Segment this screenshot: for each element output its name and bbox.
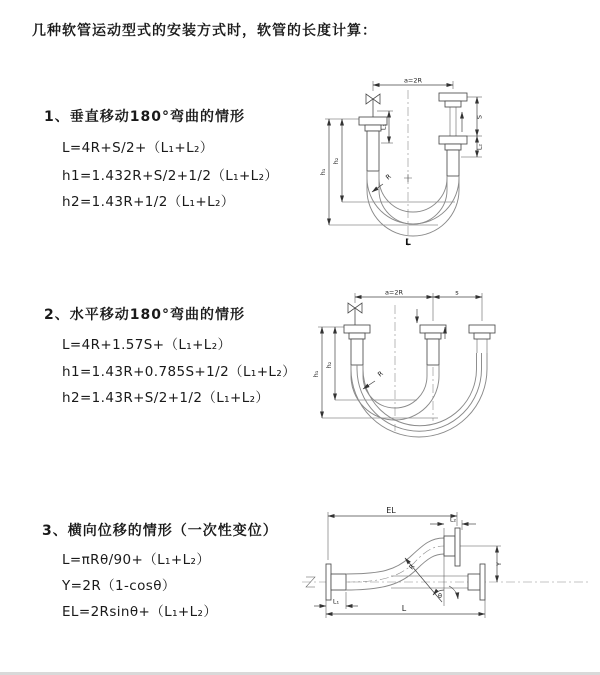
section2-heading: 2、水平移动180°弯曲的情形 (44, 307, 245, 323)
dim-label-y: Y (495, 562, 503, 566)
section1-heading: 1、垂直移动180°弯曲的情形 (44, 109, 245, 125)
braided-hose (367, 131, 379, 171)
right-fitting (469, 325, 495, 353)
braided-hose (427, 339, 439, 365)
dim-label-l1: L₁ (332, 597, 340, 606)
section3-formula-Y: Y=2R（1-cosθ） (62, 578, 176, 594)
radius-callout (363, 369, 385, 389)
dim-label-el: EL (386, 506, 396, 515)
dim-label-s: s (455, 288, 459, 297)
dim-label-theta: θ (438, 592, 442, 600)
dim-a2r (355, 289, 482, 322)
dim-label-l2: L₂ (475, 143, 484, 151)
dim-label-l1: L₁ (379, 123, 388, 131)
dim-label-r: R (376, 369, 385, 379)
hose-bends (351, 353, 487, 437)
right-fitting (439, 93, 467, 176)
dim-label-h1: h₁ (319, 168, 327, 176)
diagram-lateral-displacement (296, 500, 596, 648)
left-fitting (344, 325, 370, 365)
dim-label-h1: h₁ (312, 370, 320, 378)
dim-l1 (314, 592, 358, 609)
dim-l-total (326, 597, 485, 618)
valve-icon (348, 303, 362, 325)
diagram-vertical-180-bend (305, 66, 590, 264)
section3-formula-L: L=πRθ/90+（L₁+L₂） (62, 552, 211, 568)
section2-formula-h2: h2=1.43R+S/2+1/2（L₁+L₂） (62, 390, 270, 406)
section3-formula-EL: EL=2Rsinθ+（L₁+L₂） (62, 604, 218, 620)
dim-l2 (430, 516, 476, 531)
valve-icon (366, 94, 380, 117)
dim-label-h2: h₂ (332, 157, 340, 165)
page-title: 几种软管运动型式的安装方式时，软管的长度计算： (32, 23, 377, 39)
dim-label-r: R (407, 562, 417, 572)
section2-formula-L: L=4R+1.57S+（L₁+L₂） (62, 337, 232, 353)
dim-label-l: L (401, 604, 407, 613)
displaced-flange (444, 528, 460, 566)
braided-hose (351, 339, 363, 365)
dim-label-h2: h₂ (325, 361, 333, 369)
dim-el (328, 506, 457, 560)
section1-formula-h2: h2=1.43R+1/2（L₁+L₂） (62, 194, 235, 210)
section3-heading: 3、横向位移的情形（一次性变位） (42, 523, 278, 539)
dim-label-l2: L₂ (449, 515, 457, 524)
dim-label-s: S (475, 114, 484, 120)
radius-callout (372, 172, 393, 192)
braided-hose (447, 150, 459, 176)
dim-s-l2 (461, 97, 484, 157)
hose-bends (367, 171, 459, 236)
section1-formula-L: L=4R+S/2+（L₁+L₂） (62, 140, 214, 156)
dim-label-a2r: a=2R (403, 76, 423, 85)
left-flange (326, 564, 346, 600)
dim-label-r: R (384, 172, 393, 182)
dim-label-l-total: L (405, 238, 411, 248)
section1-formula-h1: h1=1.432R+S/2+1/2（L₁+L₂） (62, 168, 279, 184)
diagram-horizontal-180-bend (305, 281, 590, 461)
dim-a2r (373, 77, 453, 92)
middle-fitting (420, 325, 446, 365)
section2-formula-h1: h1=1.43R+0.785S+1/2（L₁+L₂） (62, 364, 297, 380)
arc-center-mark (404, 174, 412, 182)
dim-label-a2r: a=2R (384, 288, 404, 297)
